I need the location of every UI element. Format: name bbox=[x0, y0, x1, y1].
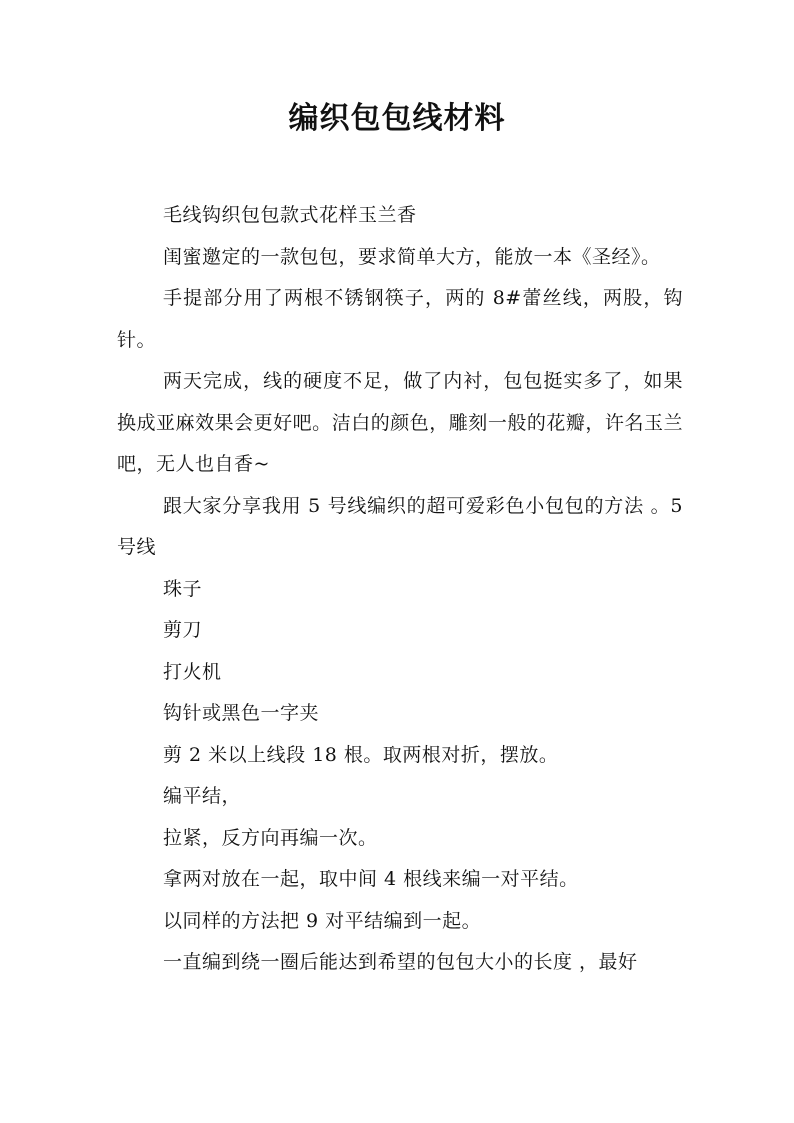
document-title: 编织包包线材料 bbox=[288, 101, 506, 136]
paragraph: 珠子 bbox=[163, 577, 203, 600]
paragraph: 剪 2 米以上线段 18 根。取两根对折，摆放。 bbox=[163, 743, 559, 766]
paragraph: 两天完成，线的硬度不足，做了内衬，包包挺实多了，如果换成亚麻效果会更好吧。洁白的颜色，雕刻一般的花瓣，许名玉兰吧，无人也自香~ bbox=[117, 370, 683, 475]
paragraph: 跟大家分享我用 5 号线编织的超可爱彩色小包包的方法 。5 号线 bbox=[117, 494, 683, 558]
paragraph: 以同样的方法把 9 对平结编到一起。 bbox=[163, 909, 482, 932]
paragraph: 打火机 bbox=[163, 660, 222, 683]
paragraph: 毛线钩织包包款式花样玉兰香 bbox=[163, 204, 417, 226]
paragraph: 拿两对放在一起，取中间 4 根线来编一对平结。 bbox=[163, 868, 579, 890]
paragraph: 闺蜜邀定的一款包包，要求简单大方，能放一本《圣经》。 bbox=[163, 245, 661, 268]
paragraph: 钩针或黑色一字夹 bbox=[163, 702, 320, 724]
paragraph: 一直编到绕一圈后能达到希望的包包大小的长度 ，最好 bbox=[163, 951, 638, 973]
document-body bbox=[117, 195, 683, 984]
paragraph: 手提部分用了两根不锈钢筷子，两的 8#蕾丝线，两股，钩针。 bbox=[117, 287, 683, 351]
paragraph: 剪刀 bbox=[163, 619, 203, 641]
paragraph: 编平结， bbox=[163, 785, 242, 807]
paragraph: 拉紧，反方向再编一次。 bbox=[163, 826, 378, 849]
